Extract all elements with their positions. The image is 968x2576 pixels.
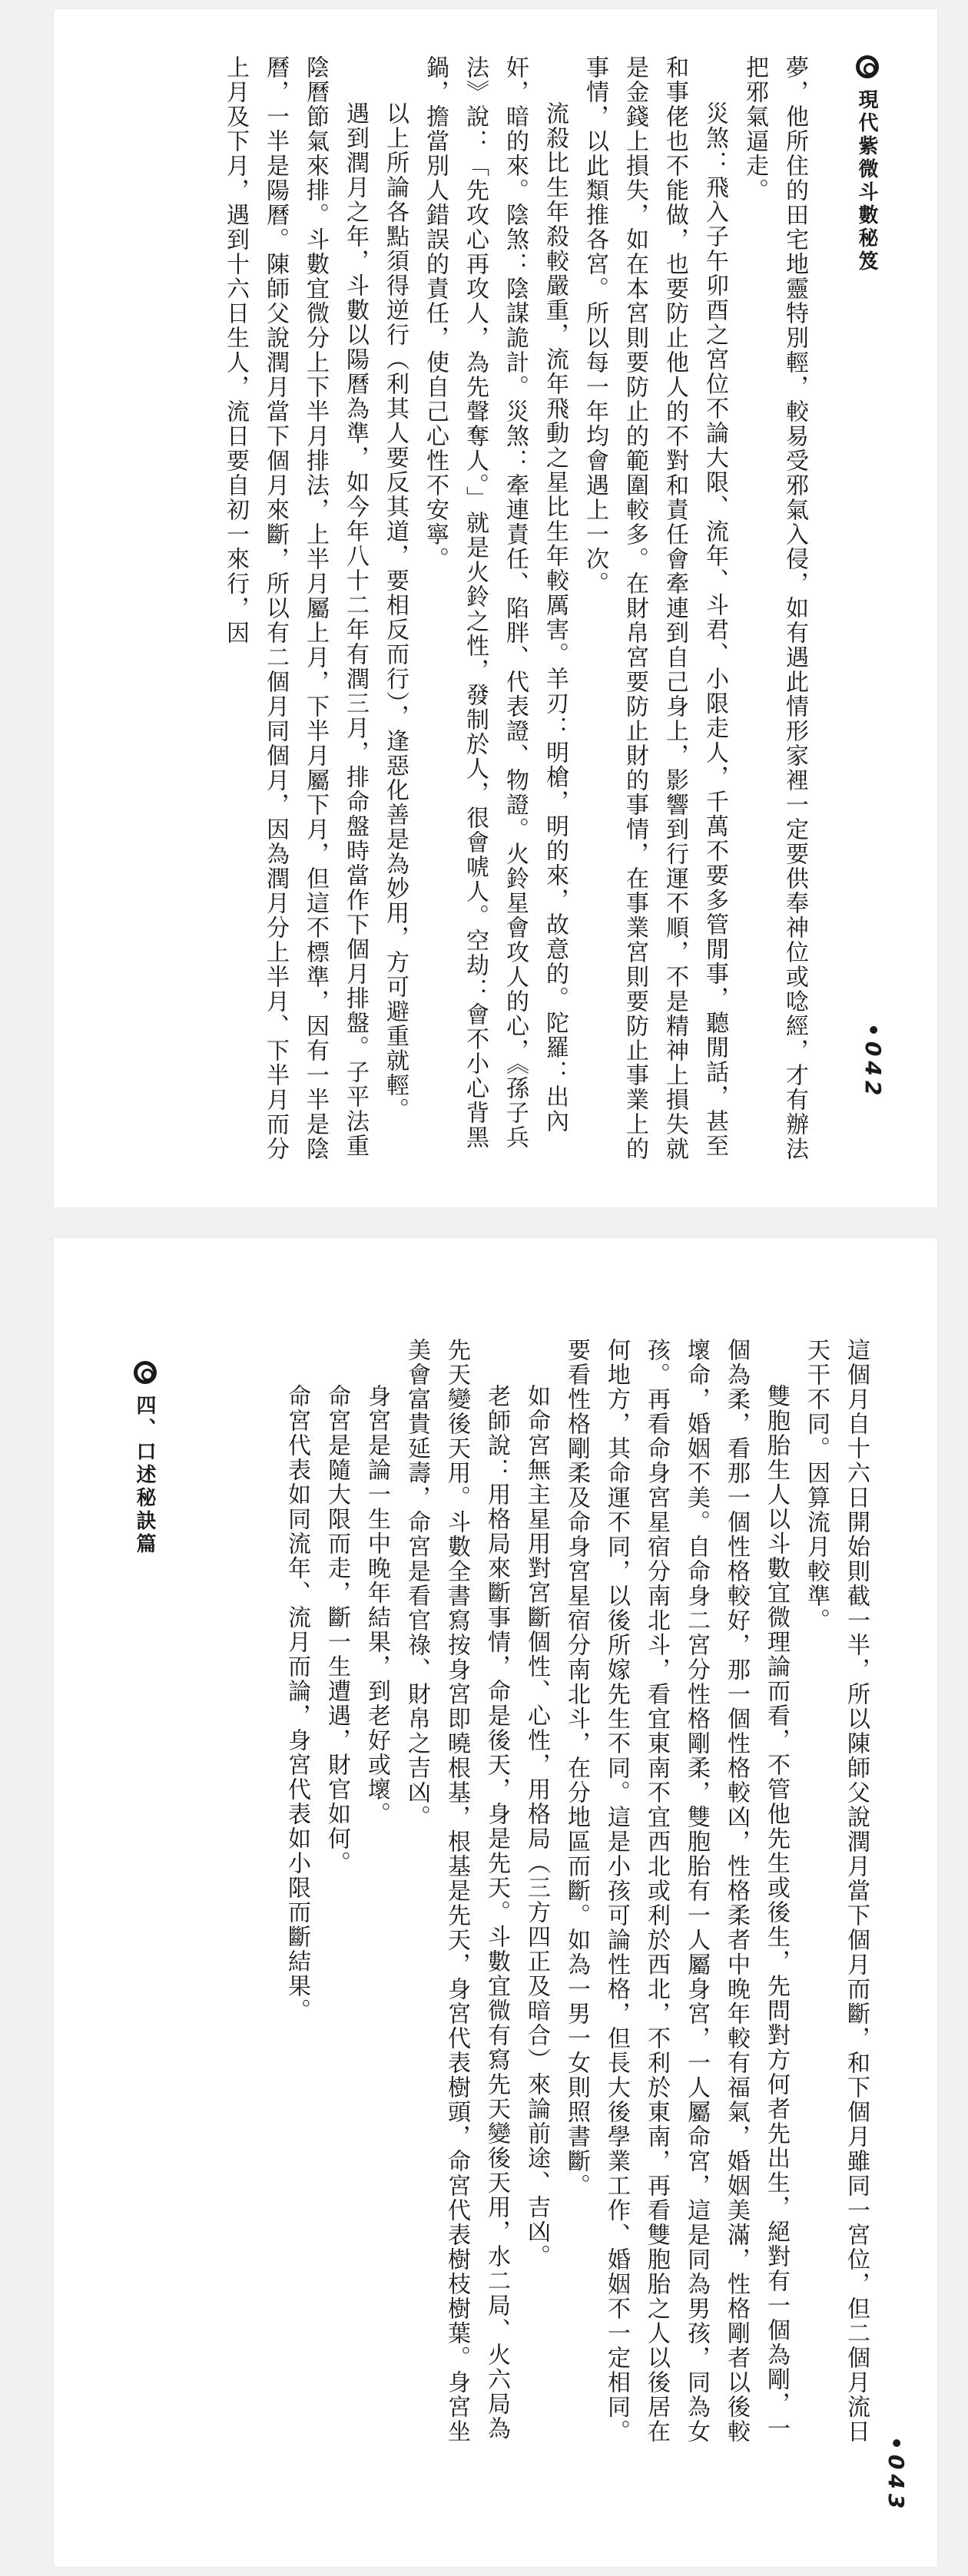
book-page-042 [54, 9, 937, 1207]
paragraph: 命宮是隨大限而走，斷一生遭遇，財官如何。 [323, 1384, 350, 1876]
page-number: •043 [883, 2436, 909, 2514]
paragraph: 命宮代表如同流年、流月而論，身宮代表如小限而斷結果。 [283, 1384, 310, 2023]
page-body-text [138, 55, 814, 1161]
paragraph: 以上所論各點須得逆行（利其人要反其道，要相反而行），逢惡化善是為妙用，方可避重就輕。 [382, 101, 409, 1122]
page-body-text [184, 1338, 876, 2459]
paragraph: 這個月自十六日開始則截一半，所以陳師父說潤月當下個月而斷，和下個月雖同一宮位，但二個月流日天干不同。因算流月較準。 [803, 1338, 870, 2444]
paragraph: 身宮是論一生中晚年結果，到老好或壞。 [363, 1384, 390, 1826]
paragraph: 如命宮無主星用對宮斷個性、心性，用格局（三方四正及暗合）來論前途、吉凶。 [523, 1384, 550, 2269]
book-page-043 [54, 1238, 937, 2567]
paragraph: 災煞：飛入子午卯酉之宮位不論大限、流年、斗君、小限走人，千萬不要多管閒事，聽閒話，甚至和事佬也不能做，也要防止他人的不對和責任會牽連到自己身上，影響到行運不順，不是精神上損失就是金錢上損失，如在本宮則要防止的範圍較多。在財帛宮要防止財的事情，在事業宮則要防止事業上的事情，以此類推各宮。所以每一年均會遇上一次。 [582, 55, 728, 1161]
paragraph: 老師說：用格局來斷事情，命是後天，身是先天。斗數宜微有寫先天變後天用，水二局、火六局為先天變後天用。斗數全書寫按身宮即曉根基，根基是先天，身宮代表樹頭，命宮代表樹枝樹葉。身宮坐美會富貴延壽，命宮是看官祿、財帛之吉凶。 [403, 1338, 510, 2444]
paragraph: 遇到潤月之年，斗數以陽曆為準，如今年八十二年有潤三月，排命盤時當作下個月排盤。子平法重陰曆節氣來排。斗數宜微分上下半月排法，上半月屬上月，下半月屬下月，但這不標準，因有一半是陰曆，一半是陽曆。陳師父說潤月當下個月來斷，所以有二個月同個月，因為潤月分上半月、下半月而分上月及下月，遇到十六日生人，流日要自初一來行，因 [222, 55, 369, 1161]
publisher-logo-icon [856, 55, 879, 78]
header-title: 現代紫微斗數秘笈 [855, 89, 878, 273]
running-header [853, 55, 881, 273]
page-number: •042 [860, 1023, 886, 1101]
publisher-logo-icon [134, 1361, 157, 1384]
paragraph: 流殺比生年殺較嚴重，流年飛動之星比生年較厲害。羊刃：明槍，明的來，故意的。陀羅：出內奸，暗的來。陰煞：陰謀詭計。災煞：牽連責任、陷胖、代表證、物證。火鈴星會攻人的心，《孫子兵法》說：「先攻心再攻人，為先聲奪人。」就是火鈴之性，發制於人，很會唬人。空劫：會不小心背黑鍋，擔當別人錯誤的責任，使自己心性不安寧。 [422, 55, 569, 1150]
paragraph: 雙胞胎生人以斗數宜微理論而看，不管他先生或後生，先問對方何者先出生，絕對有一個為剛，一個為柔，看那一個性格較好，那一個性格較凶，性格柔者中晚年較有福氣，婚姻美滿，性格剛者以後較壞命，婚姻不美。自命身二宮分性格剛柔，雙胞胎有一人屬身宮，一人屬命宮，這是同為男孩，同為女孩。再看命身宮星宿分南北斗，看宜東南不宜西北或利於西北，不利於東南，再看雙胞胎之人以後居在何地方，其命運不同，以後所嫁先生不同。這是小孩可論性格，但長大後學業工作、婚姻不一定相同。要看性格剛柔及命身宮星宿分南北斗，在分地區而斷。如為一男一女則照書斷。 [563, 1338, 790, 2444]
paragraph: 夢，他所住的田宅地靈特別輕，較易受邪氣入侵，如有遇此情形家裡一定要供奉神位或唸經，才有辦法把邪氣逼走。 [741, 55, 808, 1161]
header-title: 四、口述秘訣篇 [133, 1395, 156, 1556]
running-header [131, 1361, 159, 1556]
